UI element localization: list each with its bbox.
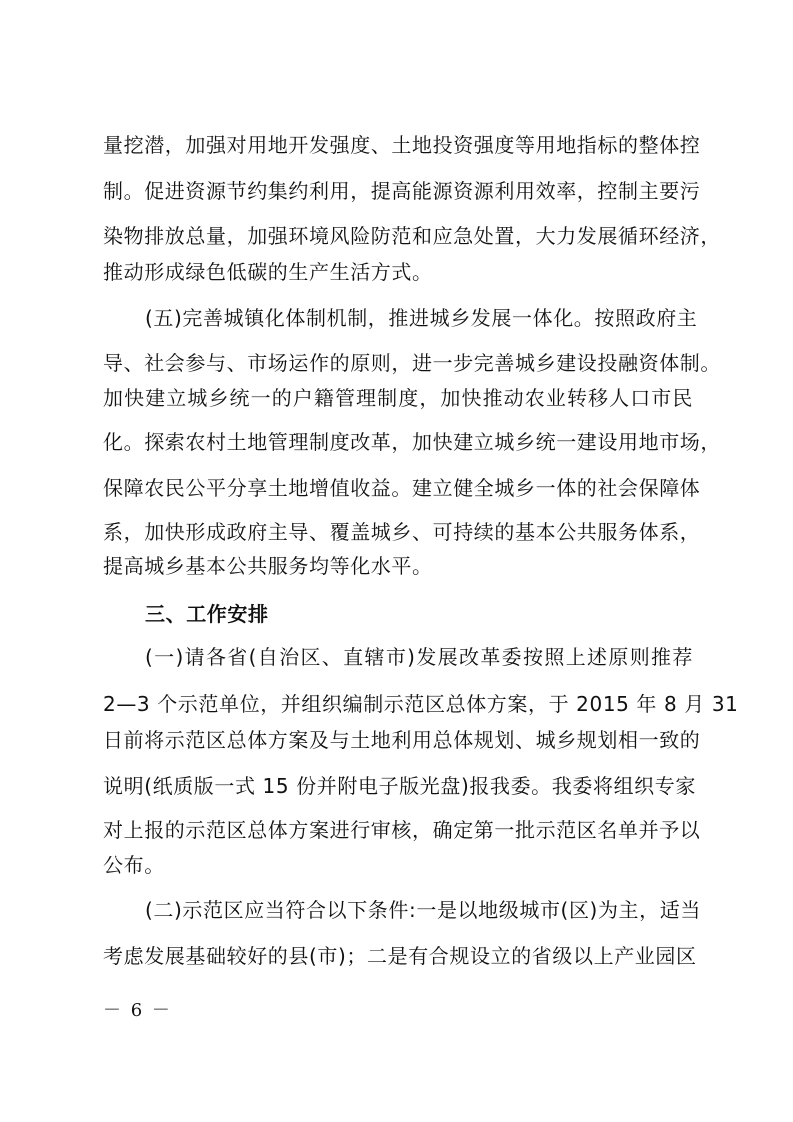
text-line: 制。促进资源节约集约利用，提高能源资源利用效率，控制主要污 [103,179,701,203]
text-line: 量挖潜，加强对用地开发强度、土地投资强度等用地指标的整体控 [103,133,701,157]
text-line: 保障农民公平分享土地增值收益。建立健全城乡一体的社会保障体 [103,476,701,500]
text-line: 日前将示范区总体方案及与土地利用总体规划、城乡规划相一致的 [103,728,701,752]
text-line: 染物排放总量，加强环境风险防范和应急处置，大力发展循环经济， [103,224,721,248]
page-number: － 6 － [103,1000,172,1021]
text-line: 考虑发展基础较好的县(市)；二是有合规设立的省级以上产业园区 [103,944,697,968]
text-line: 加快建立城乡统一的户籍管理制度，加快推动农业转移人口市民 [103,386,693,410]
text-line: 推动形成绿色低碳的生产生活方式。 [103,260,433,284]
text-line: 化。探索农村土地管理制度改革，加快建立城乡统一建设用地市场， [103,430,721,454]
text-line: (二)示范区应当符合以下条件:一是以地级城市(区)为主，适当 [145,898,701,922]
text-line: 2—3 个示范单位，并组织编制示范区总体方案，于 2015 年 8 月 31 [103,692,739,716]
section-heading: 三、工作安排 [145,602,269,626]
text-line: 说明(纸质版一式 15 份并附电子版光盘)报我委。我委将组织专家 [103,774,696,798]
text-line: 对上报的示范区总体方案进行审核，确定第一批示范区名单并予以 [103,818,701,842]
text-line: (五)完善城镇化体制机制，推进城乡发展一体化。按照政府主 [145,306,698,330]
text-line: 公布。 [103,853,165,877]
text-line: 导、社会参与、市场运作的原则，进一步完善城乡建设投融资体制。 [103,351,721,375]
text-line: (一)请各省(自治区、直辖市)发展改革委按照上述原则推荐 [145,645,693,669]
text-line: 系，加快形成政府主导、覆盖城乡、可持续的基本公共服务体系， [103,520,701,544]
text-line: 提高城乡基本公共服务均等化水平。 [103,554,433,578]
